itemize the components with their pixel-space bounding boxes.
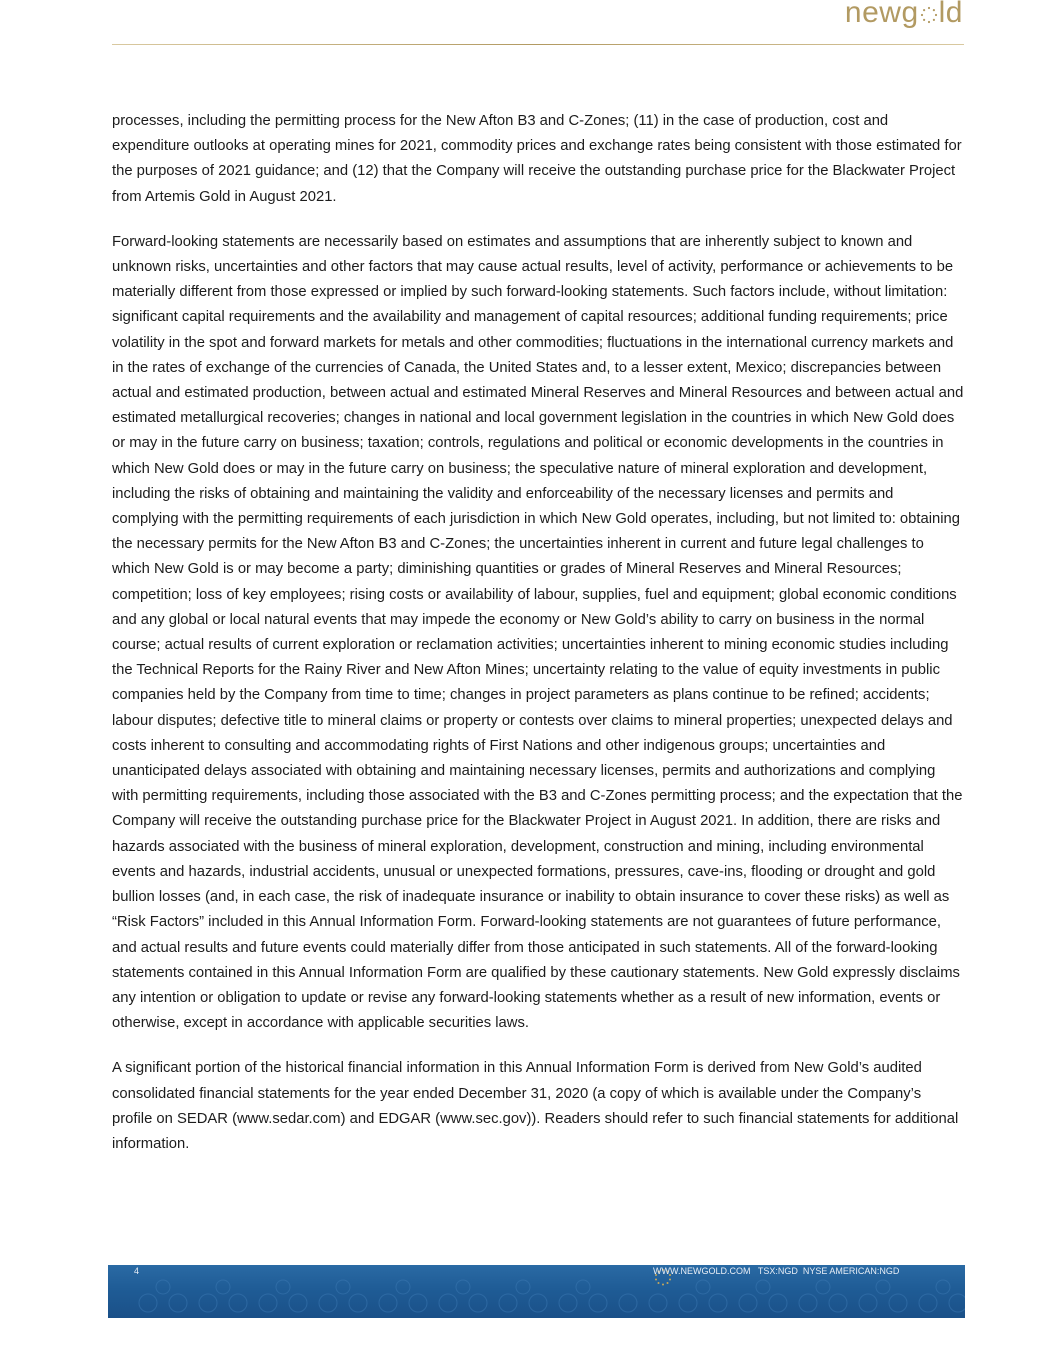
- paragraph-assumptions-end: processes, including the permitting process for the New Afton B3 and C-Zones; (11) in the case of production, cost and expenditure outlooks at operating mines for 2021, commodity prices and exchange rates being consistent with those estimated for the purposes of 2021 guidance; and (12) that the Company will receive the outstanding purchase price for the Blackwater Project from Artemis Gold in August 2021.: [112, 113, 962, 205]
- document-body: [112, 109, 964, 1177]
- newgold-logo: [845, 0, 963, 30]
- footer-contact-info: WWW.NEWGOLD.COM TSX:NGD NYSE AMERICAN:NGD: [653, 1266, 900, 1276]
- logo-text-ld: ld: [938, 0, 963, 29]
- logo-sunburst-icon: [920, 2, 938, 20]
- paragraph-financial-info: A significant portion of the historical financial information in this Annual Information Form is derived from New Gold’s audited consolidated financial statements for the year ended December 31, 2020 (a copy of which is available under the Company’s profile on SEDAR (www.sedar.com) and EDGAR (www.sec.gov)). Readers should refer to such financial statements for additional information.: [112, 1060, 959, 1152]
- footer-band: [108, 1265, 965, 1318]
- header-divider: [112, 44, 964, 45]
- paragraph-risk-factors: Forward-looking statements are necessarily based on estimates and assumptions that are inherently subject to known and unknown risks, uncertainties and other factors that may cause actual results, level of activity, performance or achievements to be materially different from those expressed or implied by such forward-looking statements. Such factors include, without limitation: significant capital requirements and the availability and management of capital resources; additional funding requirements; price volatility in the spot and forward markets for metals and other commodities; fluctuations in the international currency markets and in the rates of exchange of the currencies of Canada, the United States and, to a lesser extent, Mexico; discrepancies between actual and estimated production, between actual and estimated Mineral Reserves and Mineral Resources and between actual and estimated metallurgical recoveries; changes in national and local government legislation in the countries in which New Gold does or may in the future carry on business; taxation; controls, regulations and political or economic developments in the countries in which New Gold does or may in the future carry on business; the speculative nature of mineral exploration and development, including the risks of obtaining and maintaining the validity and enforceability of the necessary licenses and permits and complying with the permitting requirements of each jurisdiction in which New Gold operates, including, but not limited to: obtaining the necessary permits for the New Afton B3 and C-Zones; the uncertainties inherent in current and future legal challenges to which New Gold is or may become a party; diminishing quantities or grades of Mineral Reserves and Mineral Resources; competition; loss of key employees; rising costs or availability of labour, supplies, fuel and equipment; global economic conditions and any global or local natural events that may impede the economy or New Gold’s ability to carry on business in the normal course; actual results of current exploration or reclamation activities; uncertainties inherent to mining economic studies including the Technical Reports for the Rainy River and New Afton Mines; uncertainty relating to the value of equity investments in public companies held by the Company from time to time; changes in project parameters as plans continue to be refined; accidents; labour disputes; defective title to mineral claims or property or contests over claims to mineral properties; unexpected delays and costs inherent to consulting and accommodating rights of First Nations and other indigenous groups; uncertainties and unanticipated delays associated with obtaining and maintaining necessary licenses, permits and authorizations and complying with permitting requirements, including those associated with the B3 and C-Zones permitting process; and the expectation that the Company will receive the outstanding purchase price for the Blackwater Project in August 2021. In addition, there are risks and hazards associated with the business of mineral exploration, development, construction and mining, including environmental events and hazards, industrial accidents, unusual or unexpected formations, pressures, cave-ins, flooding or drought and gold bullion losses (and, in each case, the risk of inadequate insurance or inability to obtain insurance to cover these risks) as well as “Risk Factors” included in this Annual Information Form. Forward-looking statements are not guarantees of future performance, and actual results and future events could materially differ from those anticipated in such statements. All of the forward-looking statements contained in this Annual Information Form are qualified by these cautionary statements. New Gold expressly disclaims any intention or obligation to update or revise any forward-looking statements whether as a result of new information, events or otherwise, except in accordance with applicable securities laws.: [112, 233, 964, 1032]
- logo-text-new: new: [844, 0, 902, 29]
- page-number: 4: [134, 1266, 140, 1276]
- logo-text-g: g: [901, 0, 919, 29]
